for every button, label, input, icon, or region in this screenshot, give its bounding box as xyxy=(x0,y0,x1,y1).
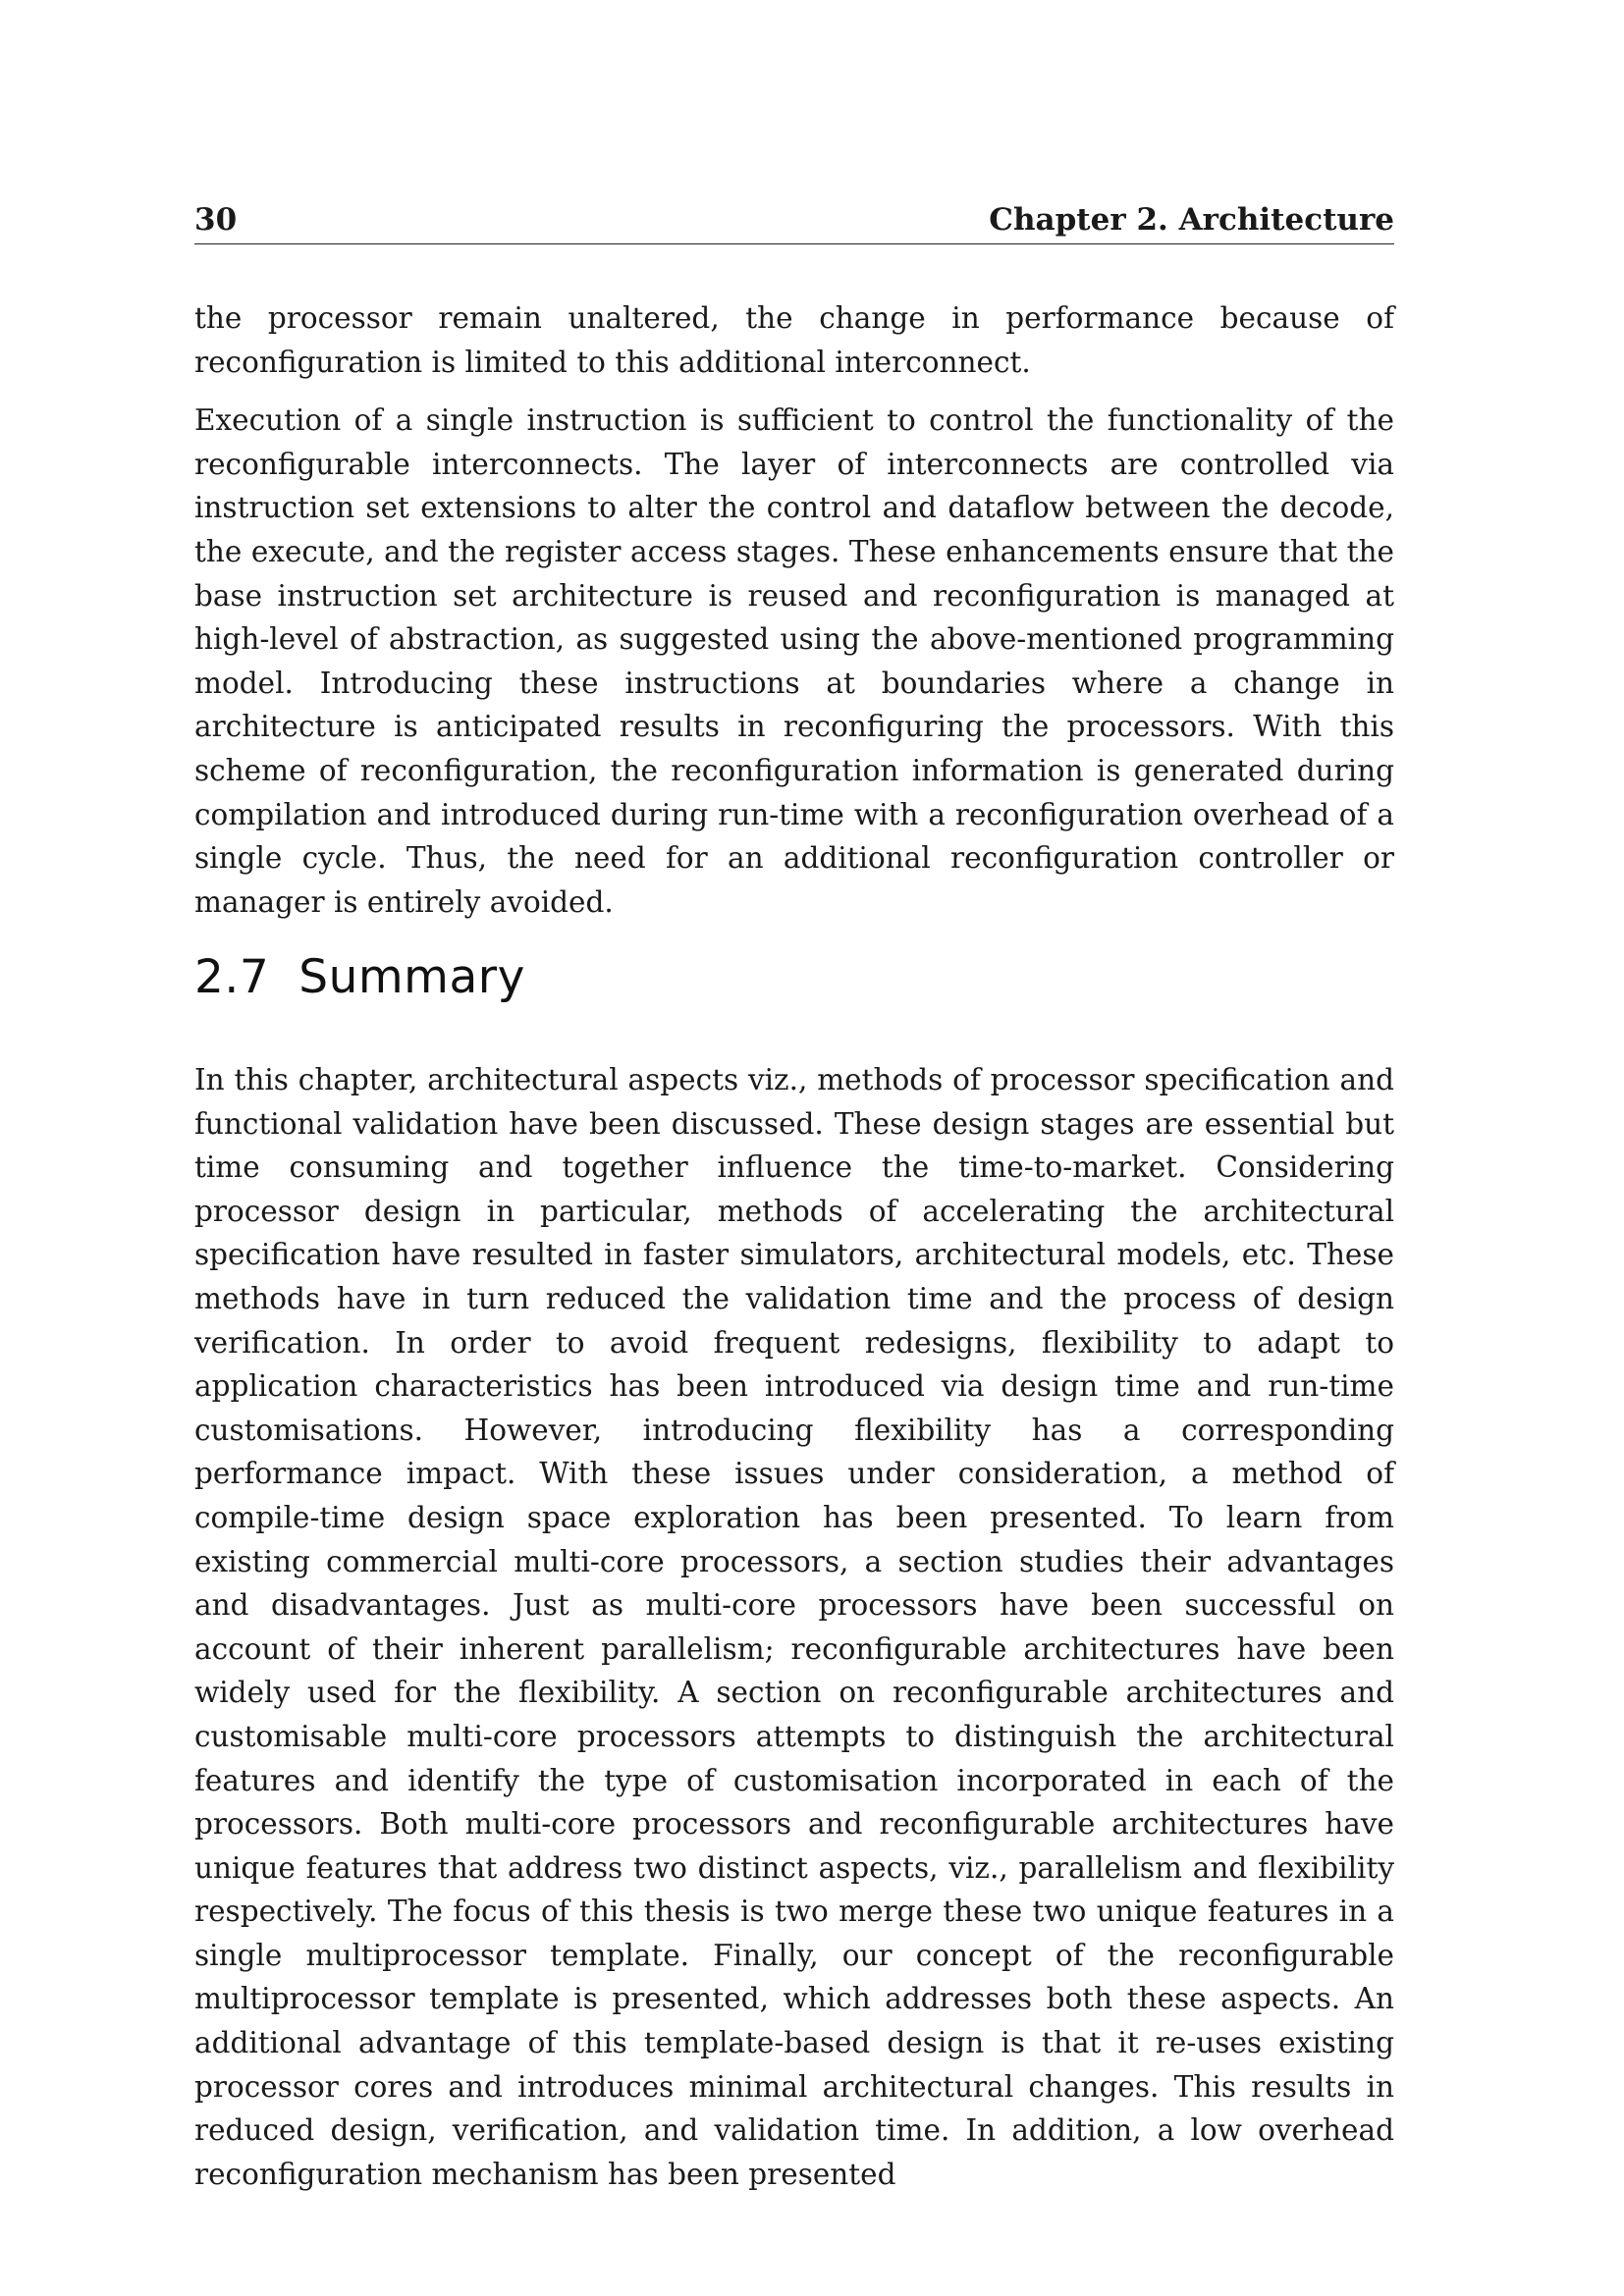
section-heading xyxy=(194,950,525,1004)
summary-paragraph: In this chapter, architectural aspects viz., methods of processor specification and functional validation have been discussed. These design stages are essential but time consuming and together influence the time-to-market. Considering processor design in particular, methods of accelerating the architectural specification have resulted in faster simulators, architectural models, etc. These methods have in turn reduced the validation time and the process of design verification. In order to avoid frequent redesigns, flexibility to adapt to application characteristics has been introduced via design time and run-time customisations. However, introducing flexibility has a corresponding performance impact. With these issues under consideration, a method of compile-time design space exploration has been presented. To learn from existing commercial multi-core processors, a section studies their advantages and disadvantages. Just as multi-core processors have been successful on account of their inherent parallelism; reconfigurable architectures have been widely used for the flexibility. A section on reconfigurable architectures and customisable multi-core processors attempts to distinguish the architectural features and identify the type of customisation incorporated in each of the processors. Both multi-core processors and reconfigurable architectures have unique features that address two distinct aspects, viz., parallelism and flexibility respectively. The focus of this thesis is two merge these two unique features in a single multiprocessor template. Finally, our concept of the reconfigurable multiprocessor template is presented, which addresses both these aspects. An additional advantage of this template-based design is that it re-uses existing processor cores and introduces minimal architectural changes. This results in reduced design, verification, and validation time. In addition, a low overhead reconfiguration mechanism has been presented xyxy=(194,1063,1394,2191)
paragraph: Execution of a single instruction is sufficient to control the functionality of the reconfigurable interconnects. The layer of interconnects are controlled via instruction set extensions to alter the control and dataflow between the decode, the execute, and the register access stages. These enhancements ensure that the base instruction set architecture is reused and reconfiguration is managed at high-level of abstraction, as suggested using the above-mentioned programming model. Introducing these instructions at boundaries where a change in architecture is anticipated results in reconfiguring the processors. With this scheme of reconfiguration, the reconfiguration information is generated during compilation and introduced during run-time with a reconfiguration overhead of a single cycle. Thus, the need for an additional reconfiguration controller or manager is entirely avoided. xyxy=(194,403,1394,919)
section-number: 2.7 xyxy=(194,950,270,1004)
section-title-text: Summary xyxy=(298,950,525,1004)
summary-body xyxy=(194,1058,1394,2196)
paragraph: the processor remain unaltered, the change in performance because of reconfiguration is limited to this additional interconnect. xyxy=(194,301,1394,379)
page-number: 30 xyxy=(194,202,238,238)
body-text-top xyxy=(194,296,1394,924)
running-header xyxy=(194,194,1394,244)
chapter-title: Chapter 2. Architecture xyxy=(989,202,1394,238)
